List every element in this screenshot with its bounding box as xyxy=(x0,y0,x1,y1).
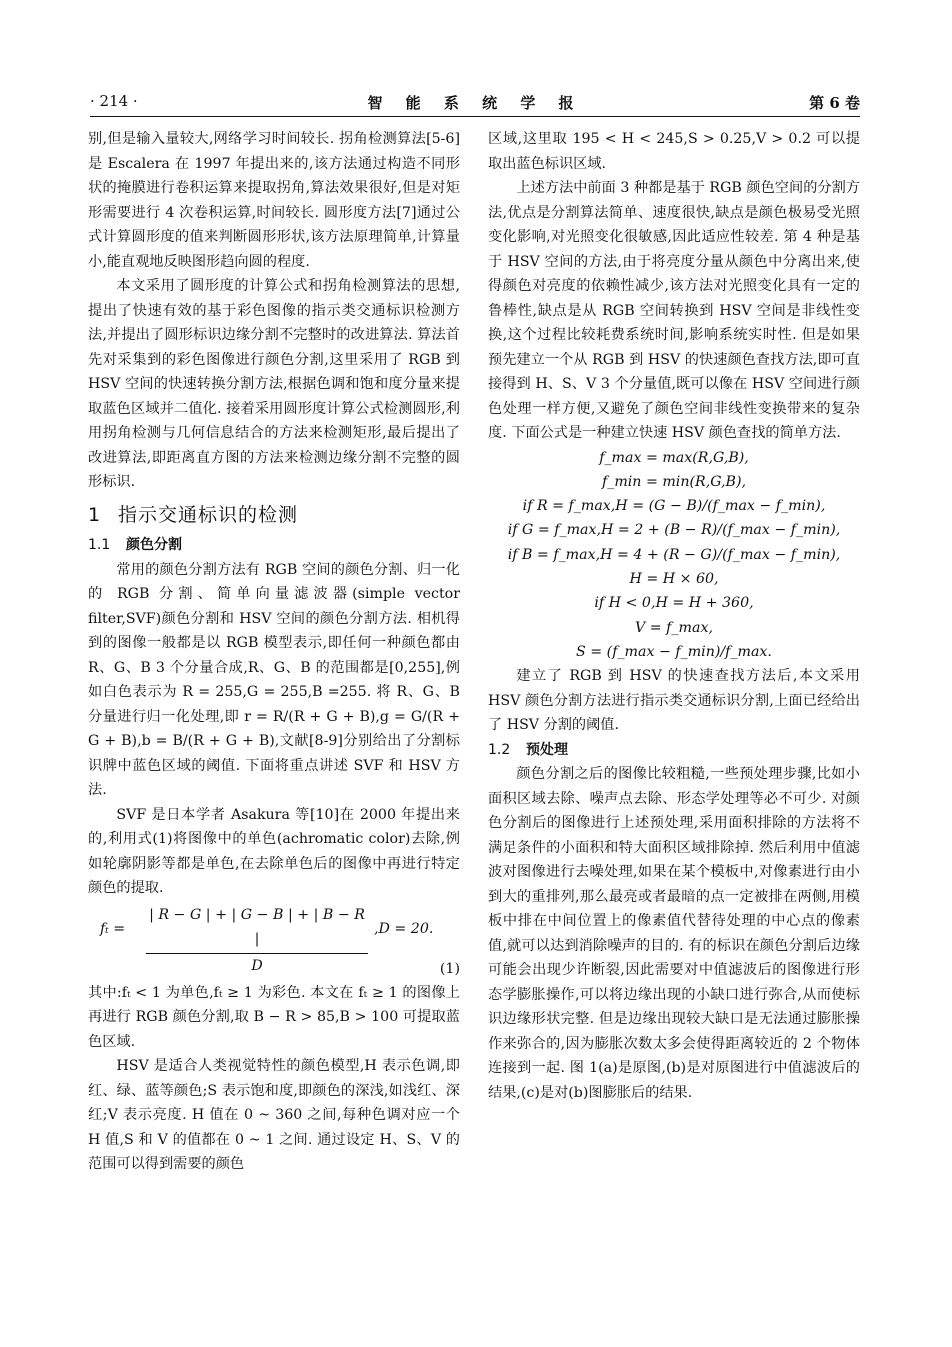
equation-numerator: | R − G | + | G − B | + | B − R | xyxy=(146,903,368,954)
equation-number: (1) xyxy=(439,960,460,977)
paragraph: 区域,这里取 195 < H < 245,S > 0.25,V > 0.2 可以提取出蓝色标识区域. xyxy=(488,131,860,172)
paragraph: HSV 是适合人类视觉特性的颜色模型,H 表示色调,即红、绿、蓝等颜色;S 表示饱和度,即颜色的深浅,如浅红、深红;V 表示亮度. H 值在 0 ~ 360 之间,每种色调对应一个 H 值,S 和 V 的值都在 0 ~ 1 之间. 通过设定 H、S、V 的范围可以得到需要的颜色 xyxy=(88,1058,460,1172)
paragraph: 上述方法中前面 3 种都是基于 RGB 颜色空间的分割方法,优点是分割算法简单、速度很快,缺点是颜色极易受光照变化影响,对光照变化很敏感,因此适应性较差. 第 4 种是基于 HSV 空间的方法,由于将亮度分量从颜色中分离出来,使得颜色对亮度的依赖性减少,该方法对光照变化具有一定的鲁棒性,缺点是从 RGB 空间转换到 HSV 空间是非线性变换,这个过程比较耗费系统时间,影响系统实时性. 但是如果预先建立一个从 RGB 到 HSV 的快速颜色查找方法,即可直接得到 H、S、V 3 个分量值,既可以像在 HSV 空间进行颜色处理一样方便,又避免了颜色空间非线性变换带来的复杂度. 下面公式是一种建立快速 HSV 颜色查找的简单方法. xyxy=(488,180,860,441)
equation-line: S = (f_max − f_min)/f_max. xyxy=(576,643,772,660)
hsv-equations xyxy=(488,446,860,665)
section-number: 1 xyxy=(88,503,102,526)
equation-lhs: fₜ = xyxy=(100,920,126,937)
subsection-heading xyxy=(488,738,860,763)
equation-fraction xyxy=(146,903,368,979)
equation-line: H = H × 60, xyxy=(629,570,719,587)
equation-line: if B = f_max,H = 4 + (R − G)/(f_max − f_min), xyxy=(507,546,841,563)
paragraph: 别,但是输入量较大,网络学习时间较长. 拐角检测算法[5-6]是 Escalera 在 1997 年提出来的,该方法通过构造不同形状的掩膜进行卷积运算来提取拐角,算法效果很好,但是对矩形需要进行 4 次卷积运算,时间较长. 圆形度方法[7]通过公式计算圆形度的值来判断圆形形状,该方法原理简单,计算量小,能直观地反映图形趋向圆的程度. xyxy=(88,131,460,270)
equation-denominator: D xyxy=(251,957,263,974)
paragraph: 建立了 RGB 到 HSV 的快速查找方法后,本文采用 HSV 颜色分割方法进行指示类交通标识分割,上面已经给出了 HSV 分割的阈值. xyxy=(488,668,860,734)
section-title: 指示交通标识的检测 xyxy=(118,503,299,526)
subsection-title: 颜色分割 xyxy=(126,537,182,553)
subsection-heading xyxy=(88,533,460,558)
paragraph: 常用的颜色分割方法有 RGB 空间的颜色分割、归一化的 RGB 分割、简单向量滤波器(simple vector filter,SVF)颜色分割和 HSV 空间的颜色分割方法. 相机得到的图像一般都是以 RGB 模型表示,即任何一种颜色都由 R、G、B 3 个分量合成,R、G、B 的范围都是[0,255],例如白色表示为 R = 255,G = 255,B =255. 将 R、G、B 分量进行归一化处理,即 r = R/(R + G + B),g = G/(R + G + B),b = B/(R + G + B),文献[8-9]分别给出了分割标识牌中蓝色区域的阈值. 下面将重点讲述 SVF 和 HSV 方法. xyxy=(88,561,460,798)
volume-label: 第 6 卷 xyxy=(809,94,860,112)
paragraph: SVF 是日本学者 Asakura 等[10]在 2000 年提出来的,利用式(1)将图像中的单色(achromatic color)去除,例如轮廓阴影等都是单色,在去除单色后的图像中再进行特定颜色的提取. xyxy=(88,806,460,896)
right-column xyxy=(488,127,860,1105)
paragraph: 其中:fₜ < 1 为单色,fₜ ≥ 1 为彩色. 本文在 fₜ ≥ 1 的图像上再进行 RGB 颜色分割,取 B − R > 85,B > 100 可提取蓝色区域. xyxy=(88,984,460,1050)
equation-line: if H < 0,H = H + 360, xyxy=(594,595,754,612)
equation-line: if G = f_max,H = 2 + (B − R)/(f_max − f_min), xyxy=(507,522,841,539)
equation-line: V = f_max, xyxy=(635,619,713,636)
journal-title: 智 能 系 统 学 报 xyxy=(367,94,583,112)
equation-line: f_max = max(R,G,B), xyxy=(599,449,749,466)
running-header xyxy=(90,92,860,114)
subsection-number: 1.2 xyxy=(488,741,511,758)
header-rule xyxy=(90,116,860,117)
subsection-title: 预处理 xyxy=(526,741,568,758)
equation-tail: ,D = 20. xyxy=(374,920,434,937)
paragraph: 颜色分割之后的图像比较粗糙,一些预处理步骤,比如小面积区域去除、噪声点去除、形态学处理等必不可少. 对颜色分割后的图像进行上述预处理,采用面积排除的方法将不满足条件的小面积和特大面积区域排除掉. 然后利用中值滤波对图像进行去噪处理,如果在某个模板中,对像素进行由小到大的重排列,那么最亮或者最暗的点一定被排在两侧,用模板中排在中间位置上的像素值代替待处理的中心点的像素值,就可以达到消除噪声的目的. 有的标识在颜色分割后边缘可能会出现少许断裂,因此需要对中值滤波后的图像进行形态学膨胀操作,可以将边缘出现的小缺口进行弥合,从而使标识边缘形状完整. 但是边缘出现较大缺口是无法通过膨胀操作来弥合的,因为膨胀次数太多会使得距离较近的 2 个物体连接到一起. 图 1(a)是原图,(b)是对原图进行中值滤波后的结果,(c)是对(b)图膨胀后的结果. xyxy=(488,766,860,1101)
equation-line: f_min = min(R,G,B), xyxy=(601,473,747,490)
page-number: · 214 · xyxy=(90,92,138,110)
equation-1 xyxy=(88,903,460,974)
paragraph: 本文采用了圆形度的计算公式和拐角检测算法的思想,提出了快速有效的基于彩色图像的指示类交通标识检测方法,并提出了圆形标识边缘分割不完整时的改进算法. 算法首先对采集到的彩色图像进行颜色分割,这里采用了 RGB 到 HSV 空间的快速转换分割方法,根据色调和饱和度分量来提取蓝色区域并二值化. 接着采用圆形度计算公式检测圆形,利用拐角检测与几何信息结合的方法来检测矩形,最后提出了改进算法,即距离直方图的方法来检测边缘分割不完整的圆形标识. xyxy=(88,278,460,490)
section-heading xyxy=(88,503,460,528)
left-column xyxy=(88,127,460,1177)
equation-line: if R = f_max,H = (G − B)/(f_max − f_min), xyxy=(522,498,826,515)
subsection-number: 1.1 xyxy=(88,537,111,553)
